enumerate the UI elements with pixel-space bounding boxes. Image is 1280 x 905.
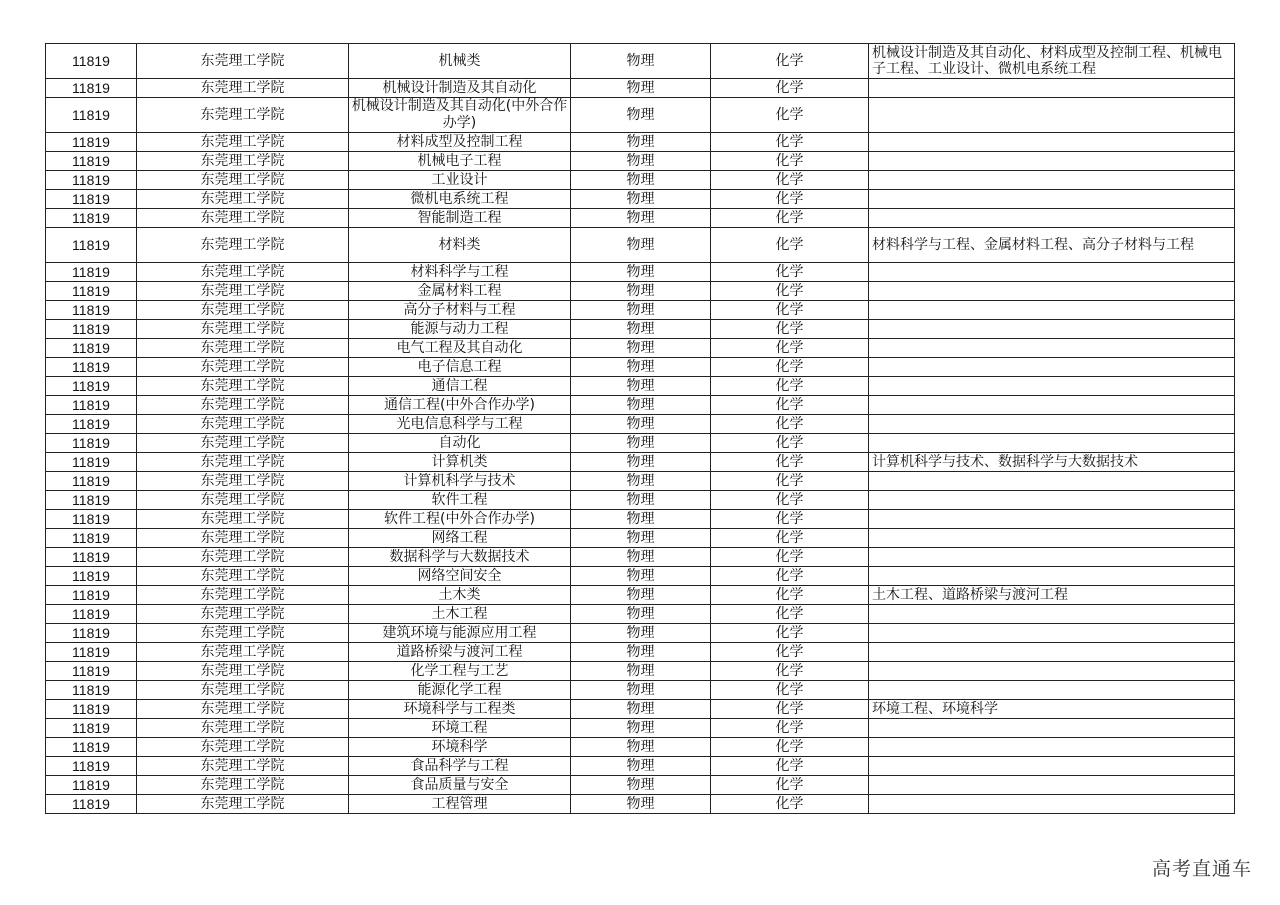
second-subject-cell: 化学 xyxy=(711,434,869,453)
school-name-cell: 东莞理工学院 xyxy=(137,415,349,434)
school-code-cell: 11819 xyxy=(46,453,137,472)
second-subject-cell: 化学 xyxy=(711,320,869,339)
first-subject-cell: 物理 xyxy=(571,358,711,377)
included-majors-cell xyxy=(869,377,1235,396)
major-name-cell: 道路桥梁与渡河工程 xyxy=(349,643,571,662)
major-name-cell: 数据科学与大数据技术 xyxy=(349,548,571,567)
table-row xyxy=(46,472,1235,491)
major-name-cell: 食品质量与安全 xyxy=(349,776,571,795)
first-subject-cell: 物理 xyxy=(571,44,711,79)
school-code-cell: 11819 xyxy=(46,133,137,152)
school-name-cell: 东莞理工学院 xyxy=(137,757,349,776)
major-name-cell: 机械设计制造及其自动化 xyxy=(349,79,571,98)
first-subject-cell: 物理 xyxy=(571,719,711,738)
school-code-cell: 11819 xyxy=(46,643,137,662)
major-name-cell: 电气工程及其自动化 xyxy=(349,339,571,358)
table-row xyxy=(46,133,1235,152)
included-majors-cell xyxy=(869,738,1235,757)
included-majors-cell: 环境工程、环境科学 xyxy=(869,700,1235,719)
school-name-cell: 东莞理工学院 xyxy=(137,567,349,586)
school-code-cell: 11819 xyxy=(46,190,137,209)
school-code-cell: 11819 xyxy=(46,320,137,339)
first-subject-cell: 物理 xyxy=(571,209,711,228)
school-name-cell: 东莞理工学院 xyxy=(137,44,349,79)
first-subject-cell: 物理 xyxy=(571,776,711,795)
first-subject-cell: 物理 xyxy=(571,79,711,98)
first-subject-cell: 物理 xyxy=(571,133,711,152)
school-name-cell: 东莞理工学院 xyxy=(137,529,349,548)
school-code-cell: 11819 xyxy=(46,396,137,415)
major-name-cell: 高分子材料与工程 xyxy=(349,301,571,320)
second-subject-cell: 化学 xyxy=(711,643,869,662)
school-code-cell: 11819 xyxy=(46,681,137,700)
included-majors-cell xyxy=(869,396,1235,415)
first-subject-cell: 物理 xyxy=(571,567,711,586)
included-majors-cell xyxy=(869,339,1235,358)
watermark-text: 高考直通车 xyxy=(1151,858,1252,880)
school-name-cell: 东莞理工学院 xyxy=(137,396,349,415)
school-name-cell: 东莞理工学院 xyxy=(137,795,349,814)
school-code-cell: 11819 xyxy=(46,757,137,776)
included-majors-cell xyxy=(869,415,1235,434)
second-subject-cell: 化学 xyxy=(711,662,869,681)
school-code-cell: 11819 xyxy=(46,795,137,814)
second-subject-cell: 化学 xyxy=(711,719,869,738)
first-subject-cell: 物理 xyxy=(571,738,711,757)
first-subject-cell: 物理 xyxy=(571,339,711,358)
first-subject-cell: 物理 xyxy=(571,643,711,662)
school-name-cell: 东莞理工学院 xyxy=(137,190,349,209)
table-row xyxy=(46,491,1235,510)
school-code-cell: 11819 xyxy=(46,472,137,491)
school-name-cell: 东莞理工学院 xyxy=(137,681,349,700)
included-majors-cell: 计算机科学与技术、数据科学与大数据技术 xyxy=(869,453,1235,472)
second-subject-cell: 化学 xyxy=(711,282,869,301)
school-name-cell: 东莞理工学院 xyxy=(137,301,349,320)
included-majors-cell xyxy=(869,171,1235,190)
major-name-cell: 金属材料工程 xyxy=(349,282,571,301)
major-name-cell: 能源与动力工程 xyxy=(349,320,571,339)
major-name-cell: 环境工程 xyxy=(349,719,571,738)
included-majors-cell xyxy=(869,605,1235,624)
major-name-cell: 食品科学与工程 xyxy=(349,757,571,776)
included-majors-cell xyxy=(869,320,1235,339)
major-name-cell: 建筑环境与能源应用工程 xyxy=(349,624,571,643)
second-subject-cell: 化学 xyxy=(711,358,869,377)
second-subject-cell: 化学 xyxy=(711,472,869,491)
included-majors-cell xyxy=(869,98,1235,133)
included-majors-cell xyxy=(869,719,1235,738)
school-name-cell: 东莞理工学院 xyxy=(137,358,349,377)
school-code-cell: 11819 xyxy=(46,339,137,358)
table-row xyxy=(46,282,1235,301)
school-name-cell: 东莞理工学院 xyxy=(137,738,349,757)
table-row xyxy=(46,320,1235,339)
second-subject-cell: 化学 xyxy=(711,98,869,133)
school-name-cell: 东莞理工学院 xyxy=(137,79,349,98)
school-code-cell: 11819 xyxy=(46,301,137,320)
table-row xyxy=(46,757,1235,776)
school-name-cell: 东莞理工学院 xyxy=(137,491,349,510)
table-row xyxy=(46,681,1235,700)
school-code-cell: 11819 xyxy=(46,700,137,719)
table-row xyxy=(46,396,1235,415)
table-row xyxy=(46,263,1235,282)
school-name-cell: 东莞理工学院 xyxy=(137,209,349,228)
first-subject-cell: 物理 xyxy=(571,228,711,263)
school-code-cell: 11819 xyxy=(46,377,137,396)
school-code-cell: 11819 xyxy=(46,567,137,586)
school-name-cell: 东莞理工学院 xyxy=(137,586,349,605)
included-majors-cell xyxy=(869,643,1235,662)
first-subject-cell: 物理 xyxy=(571,662,711,681)
school-name-cell: 东莞理工学院 xyxy=(137,98,349,133)
first-subject-cell: 物理 xyxy=(571,681,711,700)
table-row xyxy=(46,358,1235,377)
school-code-cell: 11819 xyxy=(46,415,137,434)
school-code-cell: 11819 xyxy=(46,586,137,605)
school-name-cell: 东莞理工学院 xyxy=(137,228,349,263)
major-name-cell: 软件工程 xyxy=(349,491,571,510)
second-subject-cell: 化学 xyxy=(711,339,869,358)
first-subject-cell: 物理 xyxy=(571,795,711,814)
second-subject-cell: 化学 xyxy=(711,757,869,776)
major-name-cell: 软件工程(中外合作办学) xyxy=(349,510,571,529)
major-name-cell: 通信工程(中外合作办学) xyxy=(349,396,571,415)
table-row xyxy=(46,301,1235,320)
first-subject-cell: 物理 xyxy=(571,510,711,529)
major-name-cell: 环境科学与工程类 xyxy=(349,700,571,719)
table-row xyxy=(46,190,1235,209)
table-row xyxy=(46,738,1235,757)
second-subject-cell: 化学 xyxy=(711,700,869,719)
table-row xyxy=(46,339,1235,358)
school-name-cell: 东莞理工学院 xyxy=(137,171,349,190)
school-code-cell: 11819 xyxy=(46,358,137,377)
included-majors-cell xyxy=(869,567,1235,586)
table-row xyxy=(46,453,1235,472)
second-subject-cell: 化学 xyxy=(711,491,869,510)
school-code-cell: 11819 xyxy=(46,529,137,548)
school-code-cell: 11819 xyxy=(46,738,137,757)
second-subject-cell: 化学 xyxy=(711,795,869,814)
school-code-cell: 11819 xyxy=(46,152,137,171)
major-name-cell: 材料科学与工程 xyxy=(349,263,571,282)
major-name-cell: 微机电系统工程 xyxy=(349,190,571,209)
second-subject-cell: 化学 xyxy=(711,79,869,98)
included-majors-cell xyxy=(869,795,1235,814)
second-subject-cell: 化学 xyxy=(711,190,869,209)
second-subject-cell: 化学 xyxy=(711,44,869,79)
school-name-cell: 东莞理工学院 xyxy=(137,700,349,719)
second-subject-cell: 化学 xyxy=(711,396,869,415)
school-code-cell: 11819 xyxy=(46,605,137,624)
second-subject-cell: 化学 xyxy=(711,738,869,757)
first-subject-cell: 物理 xyxy=(571,171,711,190)
school-name-cell: 东莞理工学院 xyxy=(137,662,349,681)
included-majors-cell xyxy=(869,152,1235,171)
major-name-cell: 机械电子工程 xyxy=(349,152,571,171)
school-code-cell: 11819 xyxy=(46,228,137,263)
first-subject-cell: 物理 xyxy=(571,757,711,776)
first-subject-cell: 物理 xyxy=(571,453,711,472)
school-code-cell: 11819 xyxy=(46,624,137,643)
school-name-cell: 东莞理工学院 xyxy=(137,434,349,453)
school-code-cell: 11819 xyxy=(46,263,137,282)
first-subject-cell: 物理 xyxy=(571,548,711,567)
major-name-cell: 土木类 xyxy=(349,586,571,605)
major-name-cell: 工程管理 xyxy=(349,795,571,814)
school-code-cell: 11819 xyxy=(46,719,137,738)
second-subject-cell: 化学 xyxy=(711,605,869,624)
included-majors-cell xyxy=(869,491,1235,510)
included-majors-cell xyxy=(869,190,1235,209)
first-subject-cell: 物理 xyxy=(571,605,711,624)
major-name-cell: 材料成型及控制工程 xyxy=(349,133,571,152)
school-code-cell: 11819 xyxy=(46,491,137,510)
table-row xyxy=(46,415,1235,434)
table-row xyxy=(46,586,1235,605)
included-majors-cell xyxy=(869,510,1235,529)
second-subject-cell: 化学 xyxy=(711,171,869,190)
school-name-cell: 东莞理工学院 xyxy=(137,548,349,567)
school-name-cell: 东莞理工学院 xyxy=(137,152,349,171)
included-majors-cell xyxy=(869,662,1235,681)
second-subject-cell: 化学 xyxy=(711,263,869,282)
first-subject-cell: 物理 xyxy=(571,98,711,133)
second-subject-cell: 化学 xyxy=(711,548,869,567)
included-majors-cell xyxy=(869,681,1235,700)
included-majors-cell: 机械设计制造及其自动化、材料成型及控制工程、机械电子工程、工业设计、微机电系统工程 xyxy=(869,44,1235,79)
major-name-cell: 材料类 xyxy=(349,228,571,263)
first-subject-cell: 物理 xyxy=(571,700,711,719)
included-majors-cell xyxy=(869,79,1235,98)
school-name-cell: 东莞理工学院 xyxy=(137,719,349,738)
included-majors-cell xyxy=(869,301,1235,320)
included-majors-cell xyxy=(869,624,1235,643)
first-subject-cell: 物理 xyxy=(571,377,711,396)
second-subject-cell: 化学 xyxy=(711,529,869,548)
school-code-cell: 11819 xyxy=(46,171,137,190)
school-name-cell: 东莞理工学院 xyxy=(137,377,349,396)
included-majors-cell xyxy=(869,358,1235,377)
school-name-cell: 东莞理工学院 xyxy=(137,453,349,472)
table-row xyxy=(46,643,1235,662)
first-subject-cell: 物理 xyxy=(571,152,711,171)
first-subject-cell: 物理 xyxy=(571,190,711,209)
table-row xyxy=(46,624,1235,643)
table-row xyxy=(46,79,1235,98)
second-subject-cell: 化学 xyxy=(711,301,869,320)
major-name-cell: 工业设计 xyxy=(349,171,571,190)
table-row xyxy=(46,719,1235,738)
major-name-cell: 化学工程与工艺 xyxy=(349,662,571,681)
school-name-cell: 东莞理工学院 xyxy=(137,263,349,282)
included-majors-cell xyxy=(869,529,1235,548)
major-name-cell: 通信工程 xyxy=(349,377,571,396)
table-body xyxy=(46,44,1235,814)
school-code-cell: 11819 xyxy=(46,44,137,79)
included-majors-cell xyxy=(869,133,1235,152)
major-name-cell: 计算机类 xyxy=(349,453,571,472)
table-row xyxy=(46,171,1235,190)
included-majors-cell xyxy=(869,757,1235,776)
major-name-cell: 智能制造工程 xyxy=(349,209,571,228)
second-subject-cell: 化学 xyxy=(711,510,869,529)
included-majors-cell: 材料科学与工程、金属材料工程、高分子材料与工程 xyxy=(869,228,1235,263)
school-code-cell: 11819 xyxy=(46,209,137,228)
enrollment-table xyxy=(45,43,1235,814)
major-name-cell: 网络工程 xyxy=(349,529,571,548)
major-name-cell: 自动化 xyxy=(349,434,571,453)
table-row xyxy=(46,152,1235,171)
major-name-cell: 网络空间安全 xyxy=(349,567,571,586)
second-subject-cell: 化学 xyxy=(711,152,869,171)
included-majors-cell xyxy=(869,434,1235,453)
included-majors-cell xyxy=(869,263,1235,282)
school-name-cell: 东莞理工学院 xyxy=(137,339,349,358)
school-name-cell: 东莞理工学院 xyxy=(137,133,349,152)
major-name-cell: 机械设计制造及其自动化(中外合作办学) xyxy=(349,98,571,133)
table-row xyxy=(46,228,1235,263)
school-name-cell: 东莞理工学院 xyxy=(137,282,349,301)
table-row xyxy=(46,510,1235,529)
included-majors-cell xyxy=(869,776,1235,795)
first-subject-cell: 物理 xyxy=(571,320,711,339)
included-majors-cell xyxy=(869,282,1235,301)
table-row xyxy=(46,98,1235,133)
included-majors-cell xyxy=(869,548,1235,567)
table-row xyxy=(46,567,1235,586)
first-subject-cell: 物理 xyxy=(571,586,711,605)
second-subject-cell: 化学 xyxy=(711,133,869,152)
major-name-cell: 能源化学工程 xyxy=(349,681,571,700)
second-subject-cell: 化学 xyxy=(711,415,869,434)
table-row xyxy=(46,377,1235,396)
school-code-cell: 11819 xyxy=(46,548,137,567)
school-name-cell: 东莞理工学院 xyxy=(137,472,349,491)
school-code-cell: 11819 xyxy=(46,434,137,453)
second-subject-cell: 化学 xyxy=(711,377,869,396)
school-name-cell: 东莞理工学院 xyxy=(137,624,349,643)
first-subject-cell: 物理 xyxy=(571,396,711,415)
table-row xyxy=(46,44,1235,79)
table-row xyxy=(46,209,1235,228)
school-name-cell: 东莞理工学院 xyxy=(137,605,349,624)
school-code-cell: 11819 xyxy=(46,662,137,681)
school-code-cell: 11819 xyxy=(46,98,137,133)
first-subject-cell: 物理 xyxy=(571,472,711,491)
included-majors-cell: 土木工程、道路桥梁与渡河工程 xyxy=(869,586,1235,605)
school-name-cell: 东莞理工学院 xyxy=(137,320,349,339)
second-subject-cell: 化学 xyxy=(711,228,869,263)
major-name-cell: 机械类 xyxy=(349,44,571,79)
first-subject-cell: 物理 xyxy=(571,415,711,434)
school-name-cell: 东莞理工学院 xyxy=(137,643,349,662)
table-row xyxy=(46,776,1235,795)
first-subject-cell: 物理 xyxy=(571,529,711,548)
table-row xyxy=(46,529,1235,548)
major-name-cell: 土木工程 xyxy=(349,605,571,624)
table-row xyxy=(46,662,1235,681)
table-row xyxy=(46,700,1235,719)
first-subject-cell: 物理 xyxy=(571,624,711,643)
table-row xyxy=(46,795,1235,814)
school-code-cell: 11819 xyxy=(46,776,137,795)
table-row xyxy=(46,548,1235,567)
table-row xyxy=(46,605,1235,624)
school-code-cell: 11819 xyxy=(46,510,137,529)
second-subject-cell: 化学 xyxy=(711,453,869,472)
major-name-cell: 环境科学 xyxy=(349,738,571,757)
school-code-cell: 11819 xyxy=(46,79,137,98)
second-subject-cell: 化学 xyxy=(711,209,869,228)
major-name-cell: 光电信息科学与工程 xyxy=(349,415,571,434)
table-row xyxy=(46,434,1235,453)
second-subject-cell: 化学 xyxy=(711,624,869,643)
school-name-cell: 东莞理工学院 xyxy=(137,776,349,795)
first-subject-cell: 物理 xyxy=(571,491,711,510)
included-majors-cell xyxy=(869,209,1235,228)
second-subject-cell: 化学 xyxy=(711,586,869,605)
included-majors-cell xyxy=(869,472,1235,491)
first-subject-cell: 物理 xyxy=(571,282,711,301)
major-name-cell: 电子信息工程 xyxy=(349,358,571,377)
school-code-cell: 11819 xyxy=(46,282,137,301)
second-subject-cell: 化学 xyxy=(711,681,869,700)
first-subject-cell: 物理 xyxy=(571,263,711,282)
second-subject-cell: 化学 xyxy=(711,567,869,586)
major-name-cell: 计算机科学与技术 xyxy=(349,472,571,491)
second-subject-cell: 化学 xyxy=(711,776,869,795)
school-name-cell: 东莞理工学院 xyxy=(137,510,349,529)
first-subject-cell: 物理 xyxy=(571,434,711,453)
first-subject-cell: 物理 xyxy=(571,301,711,320)
